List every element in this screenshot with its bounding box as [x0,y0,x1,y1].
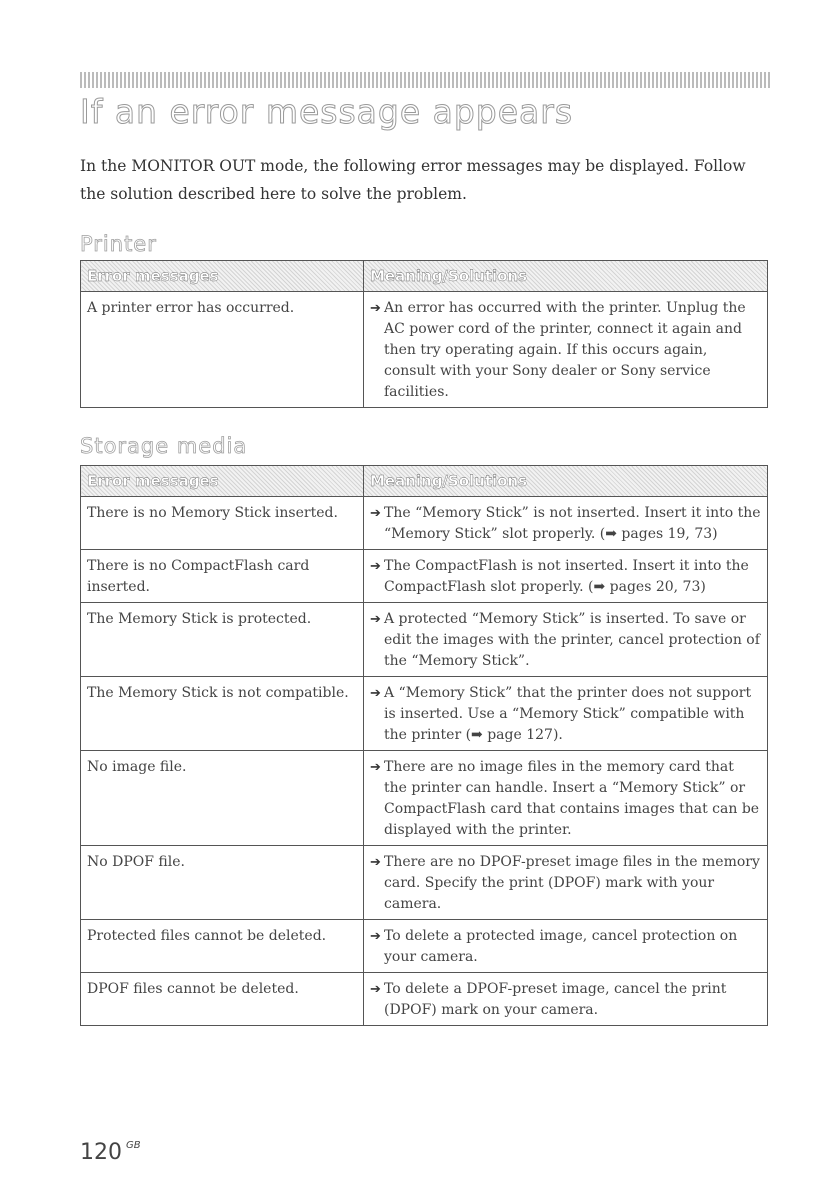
intro-paragraph: In the MONITOR OUT mode, the following error messages may be displayed. Follow the solution described here to solve the problem. [80,157,746,203]
solution-text: There are no DPOF-preset image files in the memory card. Specify the print (DPOF) mark with your camera. [384,854,760,912]
error-message: No image file. [81,751,364,846]
solution-text: A “Memory Stick” that the printer does not support is inserted. Use a “Memory Stick” compatible with the printer (➡ page 127). [384,685,752,743]
error-message: Protected files cannot be deleted. [81,920,364,973]
column-header-meaning-solutions: Meaning/Solutions [364,261,768,292]
solution-cell [364,920,768,973]
table-row [81,751,768,846]
arrow-icon: ➔ [370,506,381,521]
error-message: The Memory Stick is protected. [81,603,364,677]
arrow-icon: ➔ [370,929,381,944]
table-row [81,973,768,1026]
table-row [81,920,768,973]
solution-text: An error has occurred with the printer. Unplug the AC power cord of the printer, connect it again and then try operating again. If this occurs again, consult with your Sony dealer or Sony service facilities. [384,300,746,400]
printer-error-table [80,260,768,408]
table-header-row [81,466,768,497]
arrow-icon: ➔ [370,982,381,997]
error-message: A printer error has occurred. [81,292,364,408]
error-message: There is no CompactFlash card inserted. [81,550,364,603]
header-rule [80,72,770,88]
arrow-icon: ➔ [370,559,381,574]
arrow-icon: ➔ [370,612,381,627]
table-row [81,550,768,603]
storage-error-table [80,465,768,1026]
page-title: If an error message appears [80,92,574,131]
error-message: The Memory Stick is not compatible. [81,677,364,751]
table-row [81,846,768,920]
solution-cell [364,292,768,408]
table-row [81,603,768,677]
solution-text: A protected “Memory Stick” is inserted. To save or edit the images with the printer, cancel protection of the “Memory Stick”. [384,611,760,669]
solution-cell [364,846,768,920]
solution-text: The CompactFlash is not inserted. Insert it into the CompactFlash slot properly. (➡ pages 20, 73) [384,558,749,595]
arrow-icon: ➔ [370,855,381,870]
error-message: No DPOF file. [81,846,364,920]
page-number-suffix: GB [126,1140,141,1151]
page-number-value: 120 [80,1140,122,1165]
arrow-icon: ➔ [370,686,381,701]
solution-cell [364,550,768,603]
page-number [80,1140,141,1165]
solution-text: There are no image files in the memory card that the printer can handle. Insert a “Memory Stick” or CompactFlash card that contains images that can be displayed with the printer. [384,759,760,838]
error-message: There is no Memory Stick inserted. [81,497,364,550]
table-row [81,677,768,751]
solution-cell [364,497,768,550]
solution-text: To delete a DPOF-preset image, cancel the print (DPOF) mark on your camera. [384,981,727,1018]
column-header-meaning-solutions: Meaning/Solutions [364,466,768,497]
table-row [81,497,768,550]
section-title-storage-media: Storage media [80,434,248,458]
solution-text: The “Memory Stick” is not inserted. Insert it into the “Memory Stick” slot properly. (➡ pages 19, 73) [384,505,761,542]
solution-cell [364,751,768,846]
table-header-row [81,261,768,292]
solution-text: To delete a protected image, cancel protection on your camera. [384,928,738,965]
section-title-printer: Printer [80,232,157,256]
arrow-icon: ➔ [370,301,381,316]
column-header-error-messages: Error messages [81,261,364,292]
table-row [81,292,768,408]
solution-cell [364,603,768,677]
arrow-icon: ➔ [370,760,381,775]
solution-cell [364,973,768,1026]
error-message: DPOF files cannot be deleted. [81,973,364,1026]
solution-cell [364,677,768,751]
column-header-error-messages: Error messages [81,466,364,497]
